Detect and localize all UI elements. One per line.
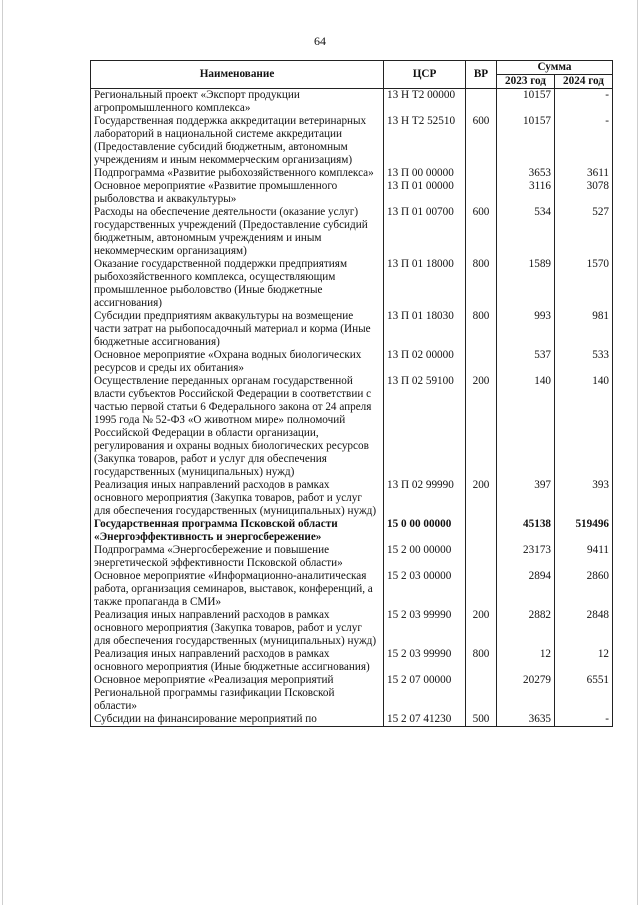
table-row — [91, 570, 613, 609]
cell-sum-2024: 6551 — [555, 674, 613, 713]
cell-sum-2023: 3116 — [497, 180, 555, 206]
cell-sum-2024: - — [555, 713, 613, 727]
table-row — [91, 713, 613, 727]
cell-vr — [466, 89, 497, 116]
cell-csr: 13 П 01 00700 — [384, 206, 466, 258]
cell-csr: 15 2 03 99990 — [384, 609, 466, 648]
cell-vr: 600 — [466, 115, 497, 167]
table-row — [91, 89, 613, 116]
table-row — [91, 518, 613, 544]
cell-name: Государственная программа Псковской области «Энергоэффективность и энергосбережение» — [91, 518, 384, 544]
cell-sum-2024: 2848 — [555, 609, 613, 648]
cell-vr: 800 — [466, 258, 497, 310]
cell-sum-2023: 23173 — [497, 544, 555, 570]
cell-name: Основное мероприятие «Охрана водных биологических ресурсов и среды их обитания» — [91, 349, 384, 375]
table-row — [91, 258, 613, 310]
table-row — [91, 349, 613, 375]
cell-vr: 600 — [466, 206, 497, 258]
header-name: Наименование — [91, 61, 384, 89]
cell-vr: 200 — [466, 375, 497, 479]
cell-csr: 13 П 02 99990 — [384, 479, 466, 518]
cell-name: Расходы на обеспечение деятельности (оказание услуг) государственных учреждений (Предоставление субсидий бюджетным, автономным учреждениям и иным некоммерческим организациям) — [91, 206, 384, 258]
cell-name: Оказание государственной поддержки предприятиям рыбохозяйственного комплекса, осуществляющим промышленное рыболовство (Иные бюджетные ассигнования) — [91, 258, 384, 310]
cell-vr: 500 — [466, 713, 497, 727]
cell-name: Государственная поддержка аккредитации ветеринарных лабораторий в национальной системе аккредитации (Предоставление субсидий бюджетным, автономным учреждениям и иным некоммерческим организациям) — [91, 115, 384, 167]
budget-table — [90, 60, 613, 727]
cell-name: Подпрограмма «Развитие рыбохозяйственного комплекса» — [91, 167, 384, 180]
cell-sum-2023: 2882 — [497, 609, 555, 648]
cell-vr — [466, 544, 497, 570]
table-row — [91, 115, 613, 167]
cell-vr: 800 — [466, 310, 497, 349]
cell-csr: 13 Н Т2 00000 — [384, 89, 466, 116]
cell-name: Основное мероприятие «Развитие промышленного рыболовства и аквакультуры» — [91, 180, 384, 206]
cell-name: Основное мероприятие «Реализация мероприятий Региональной программы газификации Псковской области» — [91, 674, 384, 713]
header-csr: ЦСР — [384, 61, 466, 89]
header-year-2023: 2023 год — [497, 75, 555, 89]
page-number: 64 — [314, 34, 326, 48]
cell-sum-2023: 3653 — [497, 167, 555, 180]
cell-sum-2024: 140 — [555, 375, 613, 479]
table-row — [91, 180, 613, 206]
cell-vr — [466, 180, 497, 206]
cell-name: Субсидии на финансирование мероприятий по — [91, 713, 384, 727]
cell-csr: 13 П 00 00000 — [384, 167, 466, 180]
cell-sum-2024: 3078 — [555, 180, 613, 206]
cell-sum-2023: 1589 — [497, 258, 555, 310]
table-row — [91, 674, 613, 713]
cell-csr: 15 2 03 00000 — [384, 570, 466, 609]
cell-csr: 15 2 00 00000 — [384, 544, 466, 570]
cell-sum-2024: 533 — [555, 349, 613, 375]
cell-vr — [466, 167, 497, 180]
header-sum: Сумма — [497, 61, 613, 75]
table-row — [91, 609, 613, 648]
cell-vr: 200 — [466, 479, 497, 518]
cell-sum-2024: 1570 — [555, 258, 613, 310]
cell-name: Реализация иных направлений расходов в рамках основного мероприятия (Закупка товаров, работ и услуг для обеспечения государственных (муниципальных) нужд) — [91, 609, 384, 648]
cell-name: Осуществление переданных органам государственной власти субъектов Российской Федерации в соответствии с частью первой статьи 6 Федерального закона от 24 апреля 1995 года № 52-ФЗ «О животном мире» полномочий Российской Федерации в области организации, регулирования и охраны водных биологических ресурсов (Закупка товаров, работ и услуг для обеспечения государственных (муниципальных) нужд) — [91, 375, 384, 479]
cell-csr: 13 П 02 59100 — [384, 375, 466, 479]
cell-vr: 800 — [466, 648, 497, 674]
scan-edge-right — [637, 0, 638, 905]
cell-sum-2024: - — [555, 89, 613, 116]
cell-name: Реализация иных направлений расходов в рамках основного мероприятия (Иные бюджетные ассигнования) — [91, 648, 384, 674]
cell-sum-2023: 534 — [497, 206, 555, 258]
table-row — [91, 310, 613, 349]
cell-sum-2023: 140 — [497, 375, 555, 479]
cell-sum-2023: 3635 — [497, 713, 555, 727]
table-row — [91, 206, 613, 258]
cell-csr: 13 Н Т2 52510 — [384, 115, 466, 167]
cell-vr — [466, 674, 497, 713]
cell-sum-2023: 10157 — [497, 115, 555, 167]
header-vr: ВР — [466, 61, 497, 89]
table-row — [91, 375, 613, 479]
cell-sum-2023: 10157 — [497, 89, 555, 116]
cell-sum-2023: 45138 — [497, 518, 555, 544]
table-row — [91, 167, 613, 180]
cell-csr: 13 П 01 00000 — [384, 180, 466, 206]
cell-name: Подпрограмма «Энергосбережение и повышение энергетической эффективности Псковской области» — [91, 544, 384, 570]
cell-csr: 13 П 01 18000 — [384, 258, 466, 310]
cell-sum-2024: 519496 — [555, 518, 613, 544]
cell-vr: 200 — [466, 609, 497, 648]
cell-sum-2024: 2860 — [555, 570, 613, 609]
cell-sum-2023: 993 — [497, 310, 555, 349]
cell-vr — [466, 349, 497, 375]
cell-sum-2024: 3611 — [555, 167, 613, 180]
cell-sum-2024: 9411 — [555, 544, 613, 570]
cell-csr: 15 0 00 00000 — [384, 518, 466, 544]
table-header — [91, 61, 613, 89]
cell-sum-2023: 537 — [497, 349, 555, 375]
cell-sum-2023: 2894 — [497, 570, 555, 609]
cell-name: Субсидии предприятиям аквакультуры на возмещение части затрат на рыбопосадочный материал и корма (Иные бюджетные ассигнования) — [91, 310, 384, 349]
cell-vr — [466, 570, 497, 609]
cell-csr: 13 П 01 18030 — [384, 310, 466, 349]
cell-sum-2023: 12 — [497, 648, 555, 674]
scan-edge-left — [2, 0, 3, 905]
cell-sum-2024: 527 — [555, 206, 613, 258]
cell-sum-2023: 20279 — [497, 674, 555, 713]
table-row — [91, 648, 613, 674]
header-year-2024: 2024 год — [555, 75, 613, 89]
cell-sum-2023: 397 — [497, 479, 555, 518]
cell-name: Реализация иных направлений расходов в рамках основного мероприятия (Закупка товаров, работ и услуг для обеспечения государственных (муниципальных) нужд) — [91, 479, 384, 518]
cell-sum-2024: 393 — [555, 479, 613, 518]
cell-sum-2024: 12 — [555, 648, 613, 674]
cell-sum-2024: 981 — [555, 310, 613, 349]
cell-csr: 15 2 07 41230 — [384, 713, 466, 727]
table-row — [91, 544, 613, 570]
cell-csr: 13 П 02 00000 — [384, 349, 466, 375]
table-body — [91, 89, 613, 727]
cell-sum-2024: - — [555, 115, 613, 167]
cell-csr: 15 2 07 00000 — [384, 674, 466, 713]
cell-vr — [466, 518, 497, 544]
cell-name: Региональный проект «Экспорт продукции агропромышленного комплекса» — [91, 89, 384, 116]
cell-name: Основное мероприятие «Информационно-аналитическая работа, организация семинаров, выставок, конференций, а также пропаганда в СМИ» — [91, 570, 384, 609]
cell-csr: 15 2 03 99990 — [384, 648, 466, 674]
table-row — [91, 479, 613, 518]
